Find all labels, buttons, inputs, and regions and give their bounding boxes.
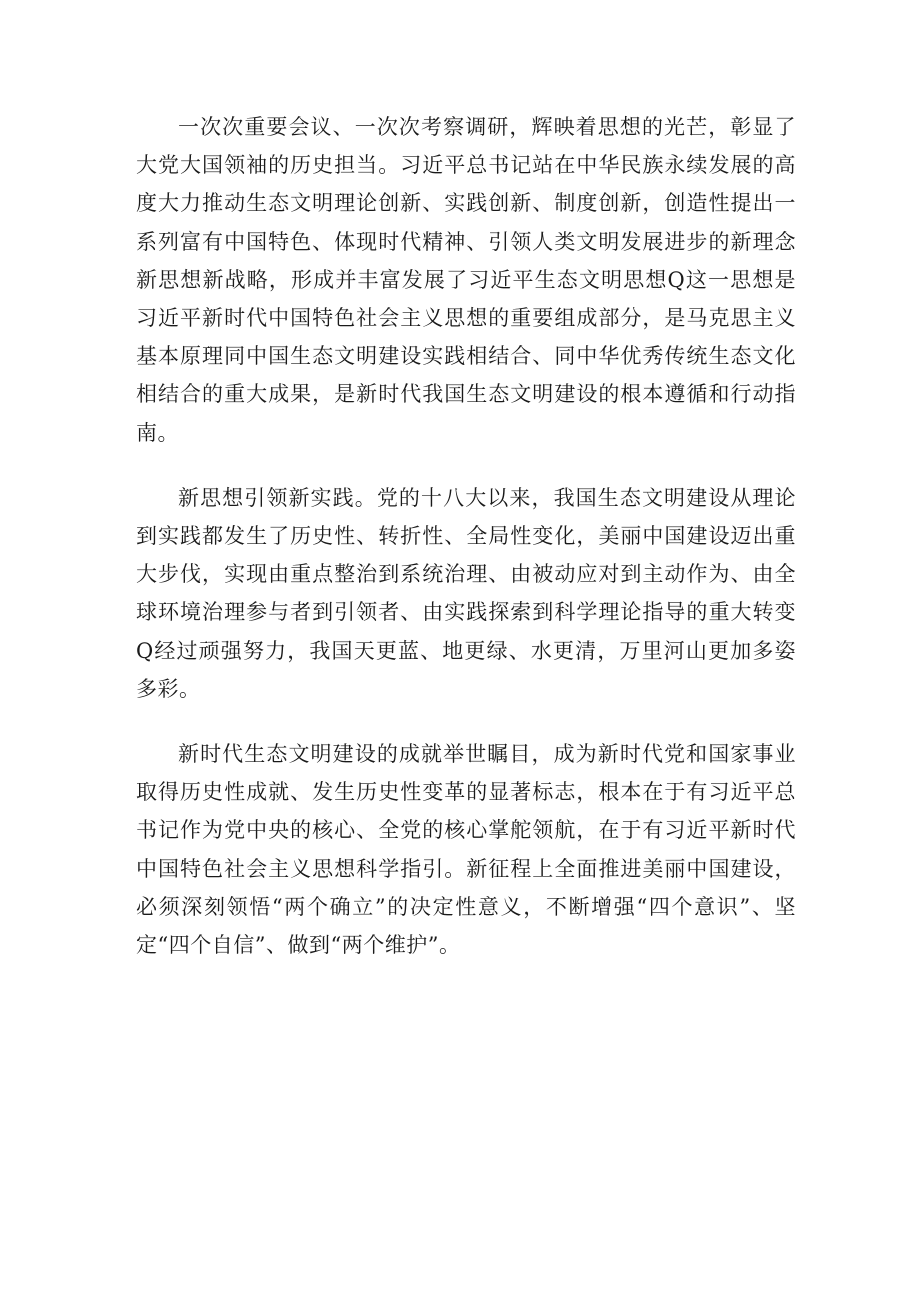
paragraph-1: 一次次重要会议、一次次考察调研，辉映着思想的光芒，彰显了大党大国领袖的历史担当。习近平总书记站在中华民族永续发展的高度大力推动生态文明理论创新、实践创新、制度创新，创造性提出一系列富有中国特色、体现时代精神、引领人类文明发展进步的新理念新思想新战略，形成并丰富发展了习近平生态文明思想Q这一思想是习近平新时代中国特色社会主义思想的重要组成部分，是马克思主义基本原理同中国生态文明建设实践相结合、同中华优秀传统生态文化相结合的重大成果，是新时代我国生态文明建设的根本遵循和行动指南。 — [136, 115, 796, 445]
document-body — [136, 108, 796, 964]
paragraph-3: 新时代生态文明建设的成就举世瞩目，成为新时代党和国家事业取得历史性成就、发生历史性变革的显著标志，根本在于有习近平总书记作为党中央的核心、全党的核心掌舵领航，在于有习近平新时代中国特色社会主义思想科学指引。新征程上全面推进美丽中国建设，必须深刻领悟“两个确立”的决定性意义，不断增强“四个意识”、坚定“四个自信”、做到“两个维护”。 — [136, 742, 796, 958]
paragraph-2: 新思想引领新实践。党的十八大以来，我国生态文明建设从理论到实践都发生了历史性、转折性、全局性变化，美丽中国建设迈出重大步伐，实现由重点整治到系统治理、由被动应对到主动作为、由全球环境治理参与者到引领者、由实践探索到科学理论指导的重大转变Q经过顽强努力，我国天更蓝、地更绿、水更清，万里河山更加多姿多彩。 — [136, 485, 796, 701]
